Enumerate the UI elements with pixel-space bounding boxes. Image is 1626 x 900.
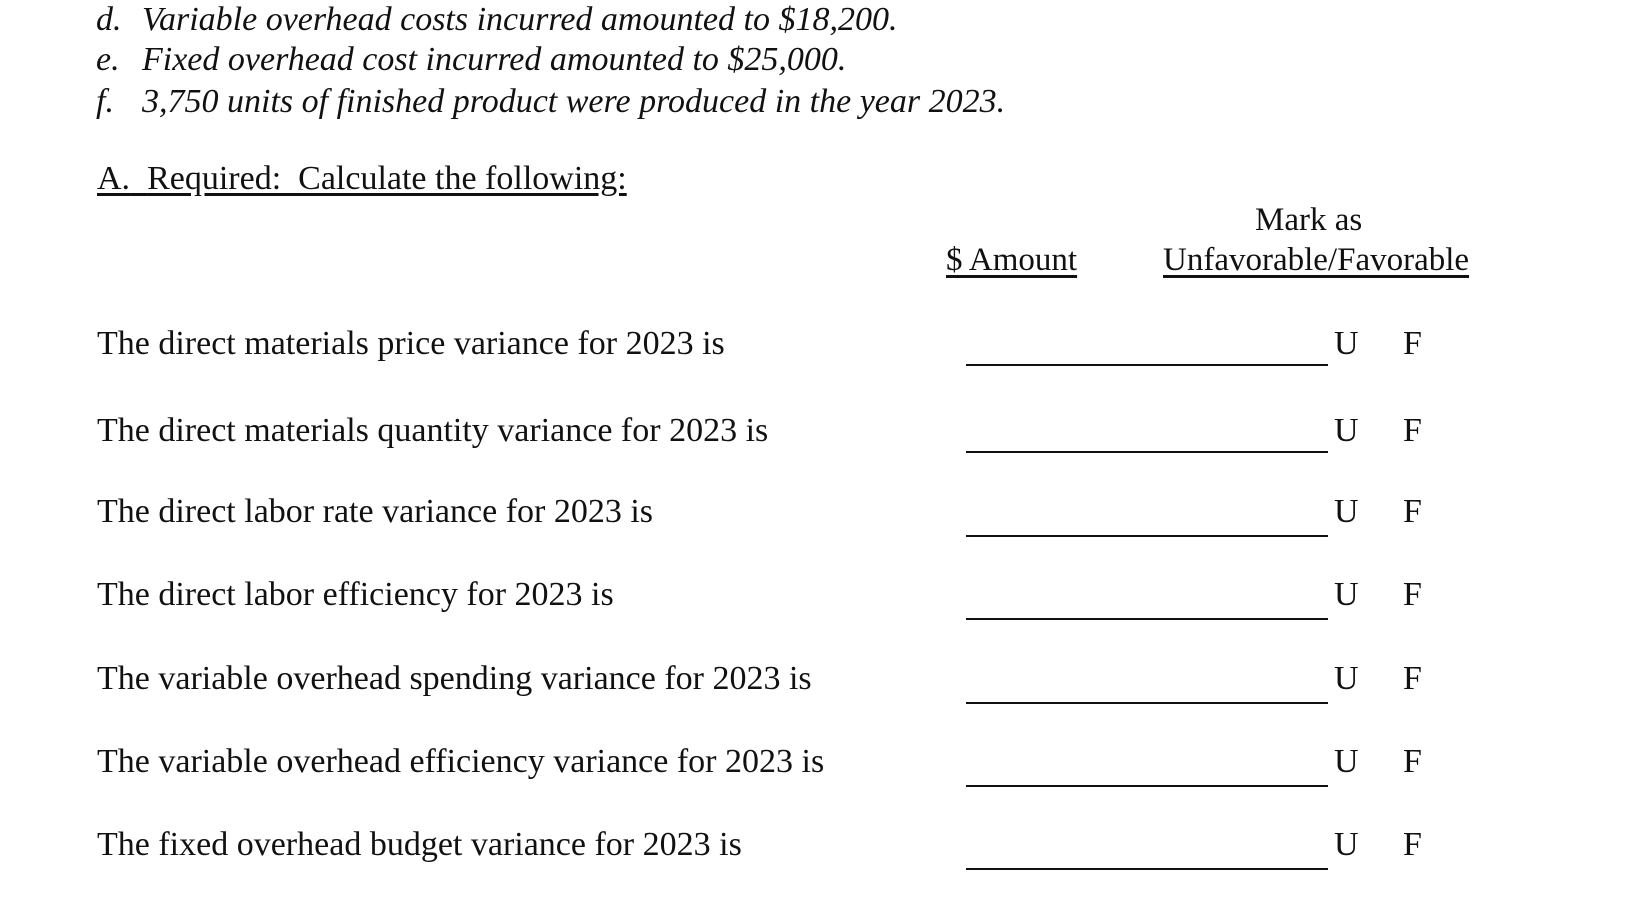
favorable-mark[interactable]: F (1403, 743, 1422, 780)
row-label-dm-price: The direct materials price variance for 2023 is (97, 325, 725, 362)
given-item-text: 3,750 units of finished product were produced in the year 2023. (142, 83, 1006, 120)
mark-header-line2: Unfavorable/Favorable (1163, 242, 1470, 278)
unfavorable-mark[interactable]: U (1334, 660, 1359, 697)
given-item-e (96, 40, 846, 80)
given-item-letter: e. (96, 41, 120, 78)
row-label-dm-quantity: The direct materials quantity variance for 2023 is (97, 412, 769, 449)
unfavorable-mark[interactable]: U (1334, 743, 1359, 780)
amount-blank[interactable] (966, 702, 1328, 704)
given-item-f (96, 82, 1005, 122)
amount-blank[interactable] (966, 451, 1328, 453)
mark-header-line1: Mark as (1255, 202, 1363, 238)
favorable-mark[interactable]: F (1403, 325, 1422, 362)
favorable-mark[interactable]: F (1403, 660, 1422, 697)
given-item-letter: d. (96, 1, 122, 38)
unfavorable-mark[interactable]: U (1334, 325, 1359, 362)
given-item-d (96, 0, 897, 40)
favorable-mark[interactable]: F (1403, 576, 1422, 613)
required-heading (97, 160, 627, 198)
row-label-dl-efficiency: The direct labor efficiency for 2023 is (97, 576, 614, 613)
unfavorable-mark[interactable]: U (1334, 826, 1359, 863)
required-text: Required: Calculate the following: (147, 160, 627, 197)
amount-blank[interactable] (966, 785, 1328, 787)
favorable-mark[interactable]: F (1403, 493, 1422, 530)
row-label-foh-budget: The fixed overhead budget variance for 2023 is (97, 826, 742, 863)
favorable-mark[interactable]: F (1403, 826, 1422, 863)
row-label-voh-efficiency: The variable overhead efficiency variance for 2023 is (97, 743, 825, 780)
amount-blank[interactable] (966, 535, 1328, 537)
amount-blank[interactable] (966, 868, 1328, 870)
amount-header: $ Amount (946, 242, 1078, 278)
unfavorable-mark[interactable]: U (1334, 493, 1359, 530)
given-item-letter: f. (96, 83, 114, 120)
given-item-text: Fixed overhead cost incurred amounted to $25,000. (142, 41, 847, 78)
given-item-text: Variable overhead costs incurred amounted to $18,200. (142, 1, 898, 38)
unfavorable-mark[interactable]: U (1334, 576, 1359, 613)
amount-blank[interactable] (966, 618, 1328, 620)
favorable-mark[interactable]: F (1403, 412, 1422, 449)
unfavorable-mark[interactable]: U (1334, 412, 1359, 449)
amount-blank[interactable] (966, 364, 1328, 366)
required-prefix: A. (97, 160, 131, 197)
row-label-voh-spending: The variable overhead spending variance for 2023 is (97, 660, 812, 697)
row-label-dl-rate: The direct labor rate variance for 2023 is (97, 493, 654, 530)
